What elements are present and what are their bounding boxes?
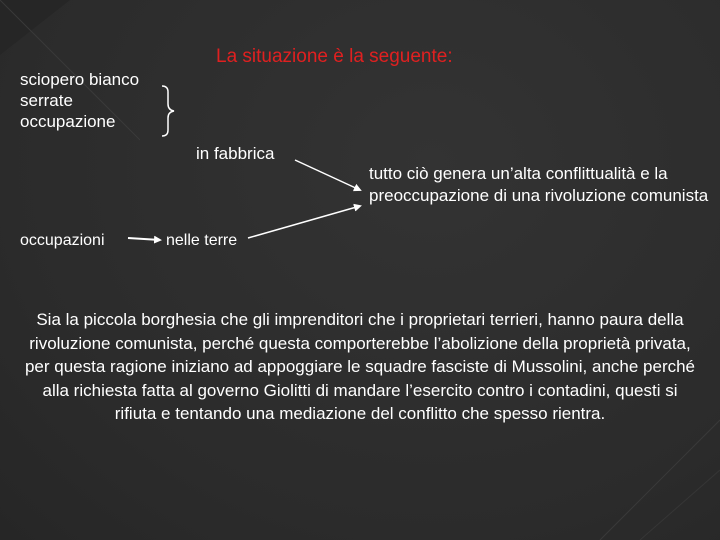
list-item-sciopero: sciopero bianco: [20, 70, 140, 89]
arrow-fabbrica-icon: [295, 160, 360, 190]
label-nelle-terre: nelle terre: [166, 232, 238, 249]
label-occupazioni: occupazioni: [20, 232, 105, 249]
consequence-text: tutto ciò genera un’alta conflittualità e la preoccupazione di una rivoluzione comunista: [369, 164, 709, 205]
label-in-fabbrica: in fabbrica: [196, 144, 275, 163]
list-item-occupazione: occupazione: [20, 112, 116, 131]
arrow-occupazioni-icon: [128, 238, 160, 240]
slide-title: La situazione è la seguente:: [216, 46, 453, 67]
arrow-terre-icon: [248, 206, 360, 238]
paragraph: Sia la piccola borghesia che gli imprenditori che i proprietari terrieri, hanno paura della rivoluzione comunista, perché questa comporterebbe l’abolizione della proprietà privata, per questa ragione iniziano ad appoggiare le squadre fasciste di Mussolini, anche perché alla richiesta fatta al governo Giolitti di mandare l’esercito contro i contadini, questi si rifiuta e tentando una mediazione del conflitto che spesso rientra.: [24, 310, 696, 423]
brace-icon: [162, 86, 174, 136]
list-item-serrate: serrate: [20, 91, 73, 110]
